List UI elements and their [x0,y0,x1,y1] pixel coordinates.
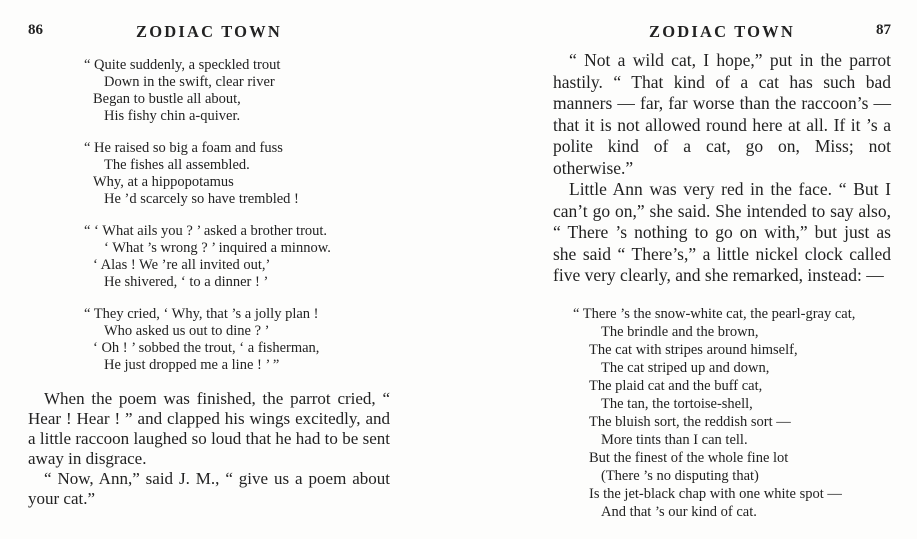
poem-line: The plaid cat and the buff cat, [589,377,763,394]
poem-stanza [84,306,390,374]
poem-line: The fishes all assembled. [104,157,250,173]
poem-line: “ They cried, ‘ Why, that ’s a jolly plan ! [84,306,319,322]
poem-line: The cat striped up and down, [601,359,770,376]
poem-line: The cat with stripes around himself, [589,341,798,358]
paragraph: Little Ann was very red in the face. “ But I can’t go on,” she said. She intended to say also, “ There ’s nothing to go on with,” but just as she said “ There’s,” a little nickel clock called five very clearly, and she remarked, instead: — [553,179,891,285]
running-head-left: ZODIAC TOWN [136,22,282,41]
poem-line: But the finest of the whole fine lot [589,449,789,466]
poem-line: ‘ Alas ! We ’re all invited out,’ [93,257,271,273]
prose-right [553,50,891,287]
poem-line: “ Quite suddenly, a speckled trout [84,57,281,73]
page-87 [459,0,917,539]
poem-line: More tints than I can tell. [601,431,748,448]
poem-line: “ ‘ What ails you ? ’ asked a brother trout. [84,223,328,239]
poem-line: “ There ’s the snow-white cat, the pearl-gray cat, [573,305,856,322]
page-number-left: 86 [28,22,43,38]
poem-line: He ’d scarcely so have trembled ! [104,191,299,207]
poem-line: The tan, the tortoise-shell, [601,395,753,412]
poem-stanza [84,140,390,208]
poem-line: Down in the swift, clear river [104,74,275,90]
poem-line: His fishy chin a-quiver. [104,108,241,124]
poem-line: And that ’s our kind of cat. [601,503,757,520]
poem-line: Who asked us out to dine ? ’ [104,323,270,339]
page-content-left [28,57,390,509]
poem-line: Why, at a hippopotamus [93,174,234,190]
page-content-right [553,50,891,521]
running-head-right: ZODIAC TOWN [649,22,795,41]
page-header-left [28,22,390,44]
poem-line: The brindle and the brown, [601,323,759,340]
poem-stanza [84,223,390,291]
poem-line: He just dropped me a line ! ’ ” [104,357,280,373]
prose-left [28,389,390,509]
poem-line: Is the jet-black chap with one white spot — [589,485,842,502]
poem-trout [28,57,390,374]
page-86 [0,0,458,539]
poem-line: Began to bustle all about, [93,91,241,107]
paragraph: “ Not a wild cat, I hope,” put in the parrot hastily. “ That kind of a cat has such bad manners — far, far worse than the raccoon’s — that it is not allowed round here at all. If it ’s a polite kind of a cat, go on, Miss; not otherwise.” [553,50,891,178]
poem-stanza [84,57,390,125]
poem-line: ‘ Oh ! ’ sobbed the trout, ‘ a fisherman, [93,340,320,356]
paragraph: “ Now, Ann,” said J. M., “ give us a poem about your cat.” [28,469,390,508]
poem-cats [553,305,891,521]
poem-line: ‘ What ’s wrong ? ’ inquired a minnow. [104,240,331,256]
page-header-right [553,22,891,44]
poem-line: “ He raised so big a foam and fuss [84,140,283,156]
poem-stanza [573,305,891,521]
page-number-right: 87 [876,22,891,38]
poem-line: (There ’s no disputing that) [601,467,759,484]
poem-line: The bluish sort, the reddish sort — [589,413,791,430]
paragraph: When the poem was finished, the parrot cried, “ Hear ! Hear ! ” and clapped his wings excitedly, and a little raccoon laughed so loud that he had to be sent away in disgrace. [28,389,390,468]
poem-line: He shivered, ‘ to a dinner ! ’ [104,274,269,290]
